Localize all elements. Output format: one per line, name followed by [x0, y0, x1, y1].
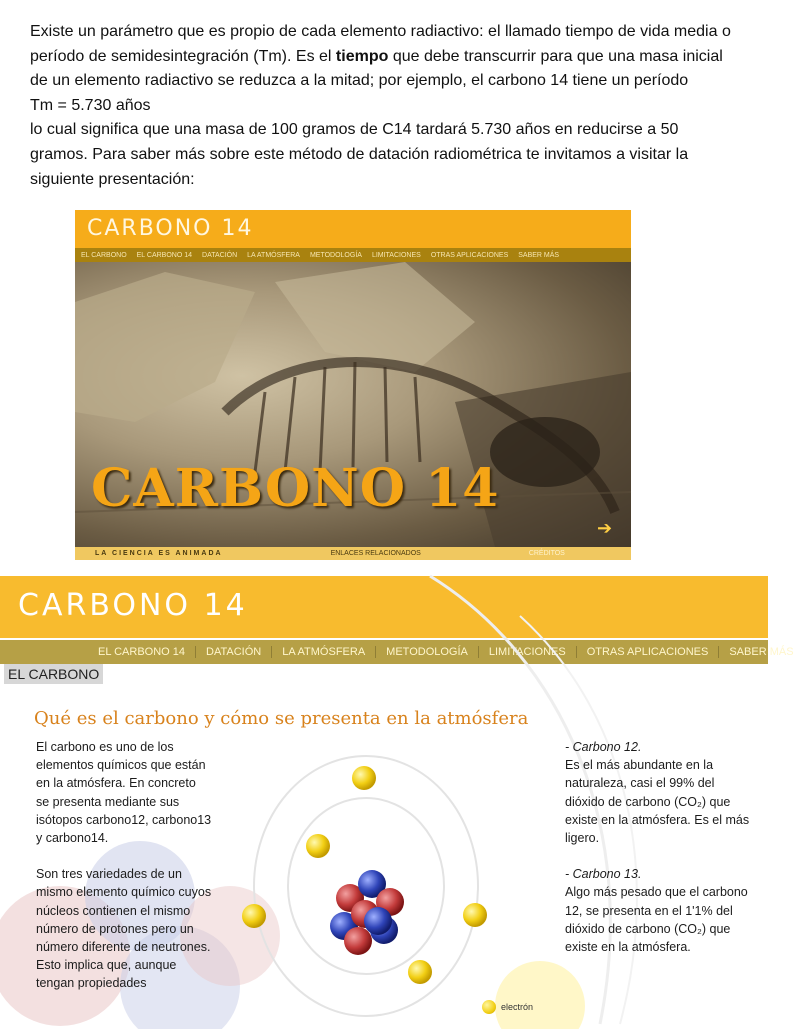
intro-paragraph — [30, 20, 740, 94]
slide2-nav-item[interactable]: DATACIÓN — [195, 646, 271, 658]
slide1-nav — [75, 248, 631, 262]
left-paragraph: El carbono es uno de los elementos químicos que están en la atmósfera. En concreto se presenta mediante sus isótopos carbono12, carbono13 y carbono14. — [36, 740, 212, 846]
slide2-heading: Qué es el carbono y cómo se presenta en la atmósfera — [34, 708, 529, 729]
slide1-nav-item[interactable]: LA ATMÓSFERA — [247, 251, 300, 259]
slide2-nav-item[interactable]: SABER MÁS — [718, 646, 803, 658]
section-label: EL CARBONO — [4, 664, 103, 684]
footer-brand: LA CIENCIA ES ANIMADA — [95, 550, 223, 557]
nucleus-icon — [330, 870, 404, 955]
slide1-nav-item[interactable]: OTRAS APLICACIONES — [430, 251, 509, 259]
carbon-atom-diagram — [230, 736, 550, 1024]
intro-line1-rest: que debe transcurrir para que una masa inicial de un elemento radiactivo se reduzca a la mitad; por ejemplo, el carbono 14 tiene un período — [30, 47, 723, 90]
slide1-nav-item[interactable]: EL CARBONO 14 — [136, 251, 193, 259]
intro-bold-word: tiempo — [335, 47, 389, 65]
isotope-column — [565, 738, 755, 974]
electron-legend — [482, 1000, 533, 1014]
slide2-nav-item[interactable]: METODOLOGÍA — [375, 646, 478, 658]
isotope-text: Es el más abundante en la naturaleza, casi el 99% del dióxido de carbono (CO₂) que existe en la atmósfera. Es el más ligero. — [565, 758, 750, 846]
slide1-nav-item[interactable]: SABER MÁS — [518, 251, 560, 259]
isotope-title: - Carbono 12. — [565, 740, 642, 754]
slide1-nav-item[interactable]: DATACIÓN — [202, 251, 238, 259]
intro-half-life: Tm = 5.730 años — [30, 96, 151, 114]
intro-text — [30, 20, 740, 192]
isotope-text: Algo más pesado que el carbono 12, se presenta en el 1'1% del dióxido de carbono (CO₂) que existe en la atmósfera. — [565, 885, 748, 955]
slide1-nav-item[interactable]: EL CARBONO — [81, 251, 127, 259]
footer-credits[interactable]: CRÉDITOS — [528, 550, 565, 557]
electron-legend-icon — [482, 1000, 496, 1014]
isotope-item — [565, 865, 755, 956]
isotope-item — [565, 738, 755, 847]
next-arrow-icon[interactable]: ➔ — [597, 518, 613, 538]
slide1-footer — [75, 547, 631, 560]
slide2-nav-item[interactable]: EL CARBONO 14 — [98, 646, 186, 658]
electron-legend-label: electrón — [501, 1002, 534, 1012]
slide2-nav-item[interactable]: LA ATMÓSFERA — [271, 646, 375, 658]
slide2-nav-item[interactable]: LIMITACIONES — [478, 646, 576, 658]
slide1-header-title: CARBONO 14 — [87, 216, 254, 241]
presentation-content-slide — [0, 576, 794, 1024]
slide1-nav-item[interactable]: METODOLOGÍA — [309, 251, 362, 259]
slide1-nav-item[interactable]: LIMITACIONES — [371, 251, 421, 259]
slide2-header-title: CARBONO 14 — [18, 588, 248, 623]
slide1-big-title: CARBONO 14 — [91, 458, 500, 519]
slide2-nav-item[interactable]: OTRAS APLICACIONES — [576, 646, 719, 658]
isotope-title: - Carbono 13. — [565, 867, 642, 882]
intro-line1: Existe un parámetro que es propio de cada elemento radiactivo: el llamado tiempo de vida media o período de semidesintegración (Tm). Es el — [30, 23, 731, 65]
left-paragraph: Son tres variedades de un mismo elemento químico cuyos núcleos contienen el mismo número de protones pero un número diferente de neutrones. Esto implica que, aunque tengan propiedades — [36, 867, 212, 991]
intro-paragraph-2: lo cual significa que una masa de 100 gramos de C14 tardará 5.730 años en reducirse a 50 gramos. Para saber más sobre este método de datación radiométrica te invitamos a visitar la siguiente presentación: — [30, 121, 689, 188]
footer-links[interactable]: ENLACES RELACIONADOS — [330, 550, 421, 557]
presentation-title-slide[interactable] — [75, 210, 631, 560]
intro-column — [36, 738, 212, 1011]
